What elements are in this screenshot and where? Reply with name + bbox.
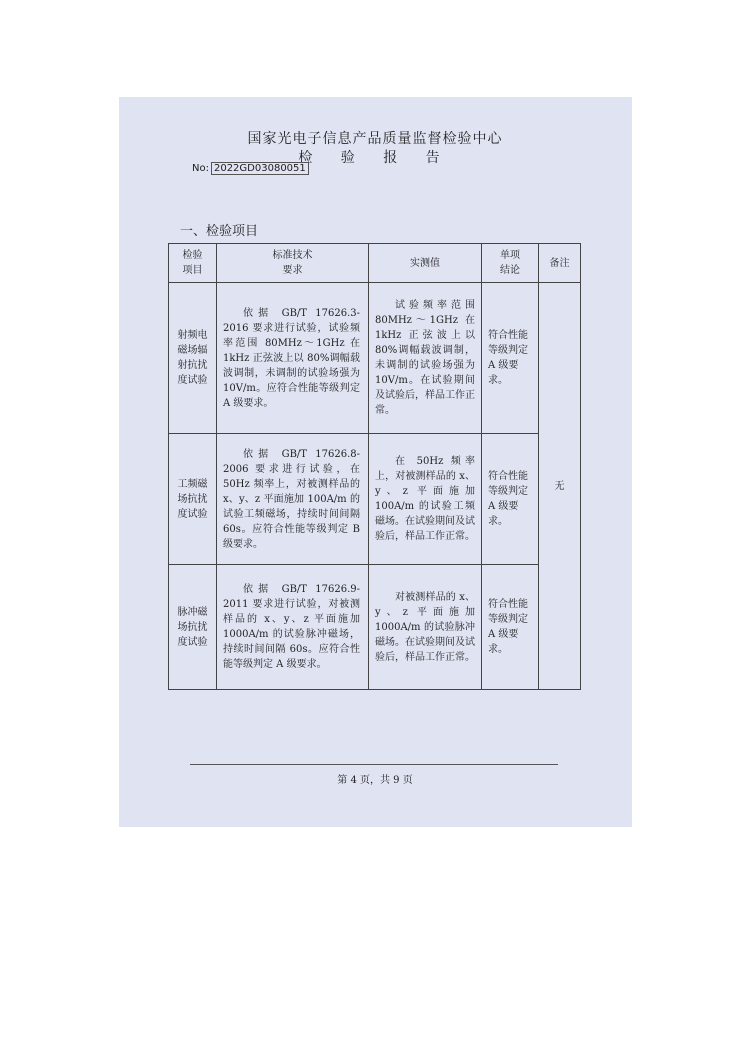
page-footer: 第 4 页，共 9 页	[337, 775, 413, 786]
cell-remark: 无	[539, 283, 581, 690]
cell-requirement: 依据 GB/T 17626.3-2016 要求进行试验，试验频率范围 80MHz～1GHz 在 1kHz 正弦波上以 80%调幅载波调制，未调制的试验场强为 10V/m。应符合性能等级判定 A 级要求。	[217, 283, 369, 434]
cell-item: 脉冲磁场抗扰度试验	[169, 565, 217, 690]
cell-measured: 试验频率范围 80MHz～1GHz 在 1kHz 正弦波上以 80%调幅载波调制，未调制的试验场强为 10V/m。在试验期间及试验后，样品工作正常。	[369, 283, 482, 434]
org-title: 国家光电子信息产品质量监督检验中心	[247, 131, 503, 147]
table-row	[169, 283, 581, 434]
cell-requirement: 依据 GB/T 17626.9-2011 要求进行试验，对被测样品的 x、y、z 平面施加 1000A/m 的试验脉冲磁场，持续时间间隔 60s。应符合性能等级判定 A 级要求。	[217, 565, 369, 690]
cell-conclusion: 符合性能等级判定 A 级要求。	[482, 434, 539, 565]
cell-measured: 在 50Hz 频率上，对被测样品的 x、y、z 平面施加 100A/m 的试验工频磁场。在试验期间及试验后，样品工作正常。	[369, 434, 482, 565]
header-measured	[369, 244, 482, 283]
header-remark-label: 备注	[549, 257, 570, 269]
footer-divider	[190, 764, 558, 765]
cell-measured: 对被测样品的 x、y、z 平面施加 1000A/m 的试验脉冲磁场。在试验期间及试验后，样品工作正常。	[369, 565, 482, 690]
header-requirement	[217, 244, 369, 283]
report-title: 检 验 报 告	[298, 150, 452, 166]
report-number-label: No:	[192, 163, 209, 174]
cell-conclusion: 符合性能等级判定 A 级要求。	[482, 283, 539, 434]
section-title: 一、检验项目	[180, 224, 259, 239]
table-row	[169, 565, 581, 690]
header-measured-label: 实测值	[410, 257, 440, 269]
cell-conclusion: 符合性能等级判定 A 级要求。	[482, 565, 539, 690]
header-item-label: 检验 项目	[182, 250, 203, 276]
cell-item: 工频磁场抗扰度试验	[169, 434, 217, 565]
header-item	[169, 244, 217, 283]
header-requirement-label: 标准技术 要求	[272, 250, 313, 276]
table-row	[169, 434, 581, 565]
report-number	[192, 163, 309, 174]
cell-item: 射频电磁场辐射抗扰度试验	[169, 283, 217, 434]
table-header-row	[169, 244, 581, 283]
inspection-table	[168, 243, 581, 690]
cell-requirement: 依据 GB/T 17626.8-2006 要求进行试验，在 50Hz 频率上，对被测样品的 x、y、z 平面施加 100A/m 的试验工频磁场，持续时间间隔 60s。应符合性能等级判定 B 级要求。	[217, 434, 369, 565]
header-conclusion	[482, 244, 539, 283]
header-conclusion-label: 单项 结论	[500, 250, 520, 276]
report-number-value: 2022GD03080051	[211, 162, 309, 175]
header-remark	[539, 244, 581, 283]
